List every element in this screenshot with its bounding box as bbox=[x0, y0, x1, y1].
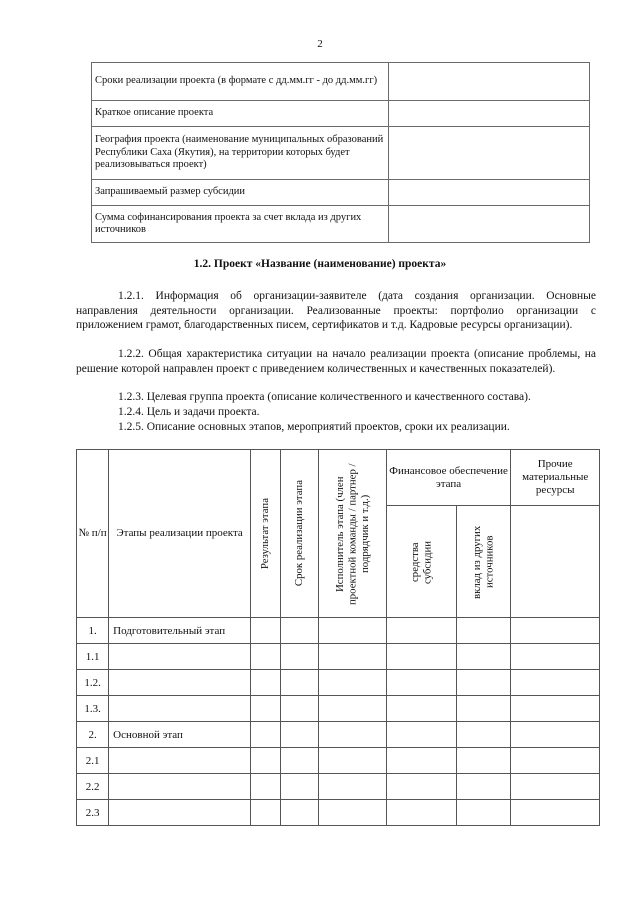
cell-other-sources[interactable] bbox=[457, 696, 511, 722]
header-term bbox=[281, 450, 319, 618]
cell-other-sources[interactable] bbox=[457, 774, 511, 800]
cell-other-resources[interactable] bbox=[511, 644, 600, 670]
cell-subsidy[interactable] bbox=[386, 618, 456, 644]
table-row bbox=[92, 180, 590, 206]
cell-other-resources[interactable] bbox=[511, 774, 600, 800]
header-finance-other bbox=[457, 506, 511, 618]
cell-other-sources[interactable] bbox=[457, 644, 511, 670]
table-row bbox=[77, 722, 600, 748]
cell-executor[interactable] bbox=[319, 774, 386, 800]
cell-executor[interactable] bbox=[319, 670, 386, 696]
row-number: 1.3. bbox=[77, 696, 109, 722]
row-stage-name[interactable] bbox=[109, 644, 251, 670]
cell-result[interactable] bbox=[250, 800, 280, 826]
cell-other-sources[interactable] bbox=[457, 670, 511, 696]
row-number: 1.1 bbox=[77, 644, 109, 670]
table-row bbox=[77, 670, 600, 696]
header-finance-subsidy-text: средства субсидии bbox=[408, 539, 434, 584]
cell-executor[interactable] bbox=[319, 696, 386, 722]
row-label: Краткое описание проекта bbox=[92, 101, 389, 127]
cell-other-resources[interactable] bbox=[511, 722, 600, 748]
paragraph-text: 1.2.5. Описание основных этапов, мероприятий проектов, сроки их реализации. bbox=[118, 421, 510, 433]
cell-term[interactable] bbox=[281, 644, 319, 670]
cell-term[interactable] bbox=[281, 618, 319, 644]
cell-result[interactable] bbox=[250, 722, 280, 748]
cell-term[interactable] bbox=[281, 696, 319, 722]
row-number: 1. bbox=[77, 618, 109, 644]
row-label: Запрашиваемый размер субсидии bbox=[92, 180, 389, 206]
header-term-text: Срок реализации этапа bbox=[293, 480, 306, 587]
row-stage-name[interactable] bbox=[109, 670, 251, 696]
cell-result[interactable] bbox=[250, 670, 280, 696]
header-executor-text: Исполнитель этапа (член проектной команды / партнер / подрядчик и т.д.) bbox=[333, 462, 371, 605]
header-result bbox=[250, 450, 280, 618]
paragraph-text: 1.2.2. Общая характеристика ситуации на начало реализации проекта (описание проблемы, на решение которой направлен проект с приведением количественных и качественных показателей). bbox=[76, 348, 596, 375]
row-stage-name[interactable] bbox=[109, 774, 251, 800]
cell-executor[interactable] bbox=[319, 800, 386, 826]
cell-term[interactable] bbox=[281, 800, 319, 826]
cell-subsidy[interactable] bbox=[386, 748, 456, 774]
table-row bbox=[92, 63, 590, 101]
row-number: 2. bbox=[77, 722, 109, 748]
project-info-table bbox=[91, 62, 590, 243]
cell-executor[interactable] bbox=[319, 722, 386, 748]
project-stages-table bbox=[76, 449, 600, 826]
row-number: 2.1 bbox=[77, 748, 109, 774]
header-number: № п/п bbox=[77, 450, 109, 618]
cell-subsidy[interactable] bbox=[386, 670, 456, 696]
row-stage-name[interactable] bbox=[109, 800, 251, 826]
row-value-field[interactable] bbox=[389, 127, 590, 180]
paragraph-1-2-1 bbox=[76, 289, 596, 333]
cell-subsidy[interactable] bbox=[386, 644, 456, 670]
cell-other-sources[interactable] bbox=[457, 618, 511, 644]
row-number: 2.3 bbox=[77, 800, 109, 826]
cell-result[interactable] bbox=[250, 748, 280, 774]
row-number: 1.2. bbox=[77, 670, 109, 696]
cell-subsidy[interactable] bbox=[386, 696, 456, 722]
paragraph-1-2-2 bbox=[76, 347, 596, 376]
cell-other-resources[interactable] bbox=[511, 670, 600, 696]
cell-other-sources[interactable] bbox=[457, 748, 511, 774]
table-row bbox=[92, 127, 590, 180]
section-title: 1.2. Проект «Название (наименование) проекта» bbox=[193, 258, 447, 270]
cell-other-resources[interactable] bbox=[511, 618, 600, 644]
row-label: Сроки реализации проекта (в формате с дд.мм.гг - до дд.мм.гг) bbox=[92, 63, 389, 101]
header-finance: Финансовое обеспечение этапа bbox=[386, 450, 511, 506]
table-row bbox=[92, 101, 590, 127]
row-stage-name[interactable] bbox=[109, 748, 251, 774]
cell-subsidy[interactable] bbox=[386, 774, 456, 800]
cell-other-resources[interactable] bbox=[511, 748, 600, 774]
cell-executor[interactable] bbox=[319, 644, 386, 670]
cell-subsidy[interactable] bbox=[386, 800, 456, 826]
cell-result[interactable] bbox=[250, 696, 280, 722]
row-stage-name[interactable] bbox=[109, 696, 251, 722]
table-row bbox=[77, 748, 600, 774]
paragraph-text: 1.2.3. Целевая группа проекта (описание количественного и качественного состава). bbox=[118, 391, 531, 403]
cell-result[interactable] bbox=[250, 774, 280, 800]
paragraph-1-2-5 bbox=[76, 420, 596, 435]
header-finance-subsidy bbox=[386, 506, 456, 618]
cell-executor[interactable] bbox=[319, 618, 386, 644]
row-value-field[interactable] bbox=[389, 180, 590, 206]
row-stage-name[interactable]: Основной этап bbox=[109, 722, 251, 748]
header-finance-other-text: вклад из других источников bbox=[471, 524, 496, 599]
cell-other-sources[interactable] bbox=[457, 800, 511, 826]
cell-term[interactable] bbox=[281, 774, 319, 800]
table-row bbox=[77, 618, 600, 644]
row-stage-name[interactable]: Подготовительный этап bbox=[109, 618, 251, 644]
page-number: 2 bbox=[317, 38, 323, 50]
cell-executor[interactable] bbox=[319, 748, 386, 774]
table-row bbox=[77, 696, 600, 722]
header-stages: Этапы реализации проекта bbox=[109, 450, 251, 618]
cell-other-resources[interactable] bbox=[511, 800, 600, 826]
cell-result[interactable] bbox=[250, 644, 280, 670]
cell-term[interactable] bbox=[281, 722, 319, 748]
cell-result[interactable] bbox=[250, 618, 280, 644]
paragraph-1-2-4 bbox=[76, 405, 596, 420]
row-number: 2.2 bbox=[77, 774, 109, 800]
header-executor bbox=[319, 450, 386, 618]
paragraph-1-2-3 bbox=[76, 390, 596, 405]
table-row bbox=[92, 206, 590, 243]
row-value-field[interactable] bbox=[389, 206, 590, 243]
header-other-resources-sub bbox=[511, 506, 600, 618]
cell-other-sources[interactable] bbox=[457, 722, 511, 748]
table-row bbox=[77, 774, 600, 800]
cell-subsidy[interactable] bbox=[386, 722, 456, 748]
row-value-field[interactable] bbox=[389, 101, 590, 127]
header-result-text: Результат этапа bbox=[259, 497, 272, 570]
paragraph-text: 1.2.4. Цель и задачи проекта. bbox=[118, 406, 260, 418]
table-row bbox=[77, 800, 600, 826]
cell-term[interactable] bbox=[281, 748, 319, 774]
row-label: География проекта (наименование муниципальных образований Республики Саха (Якутия), на территории которых будет реализовываться проект) bbox=[92, 127, 389, 180]
paragraph-text: 1.2.1. Информация об организации-заявителе (дата создания организации. Основные направления деятельности организации. Реализованные проекты: портфолио организации с приложением грамот, благодарственных писем, сертификатов и т.д. Кадровые ресурсы организации). bbox=[76, 290, 596, 331]
table-row bbox=[77, 644, 600, 670]
row-label: Сумма софинансирования проекта за счет вклада из других источников bbox=[92, 206, 389, 243]
header-other-resources: Прочие материальные ресурсы bbox=[511, 450, 600, 506]
row-value-field[interactable] bbox=[389, 63, 590, 101]
cell-other-resources[interactable] bbox=[511, 696, 600, 722]
cell-term[interactable] bbox=[281, 670, 319, 696]
